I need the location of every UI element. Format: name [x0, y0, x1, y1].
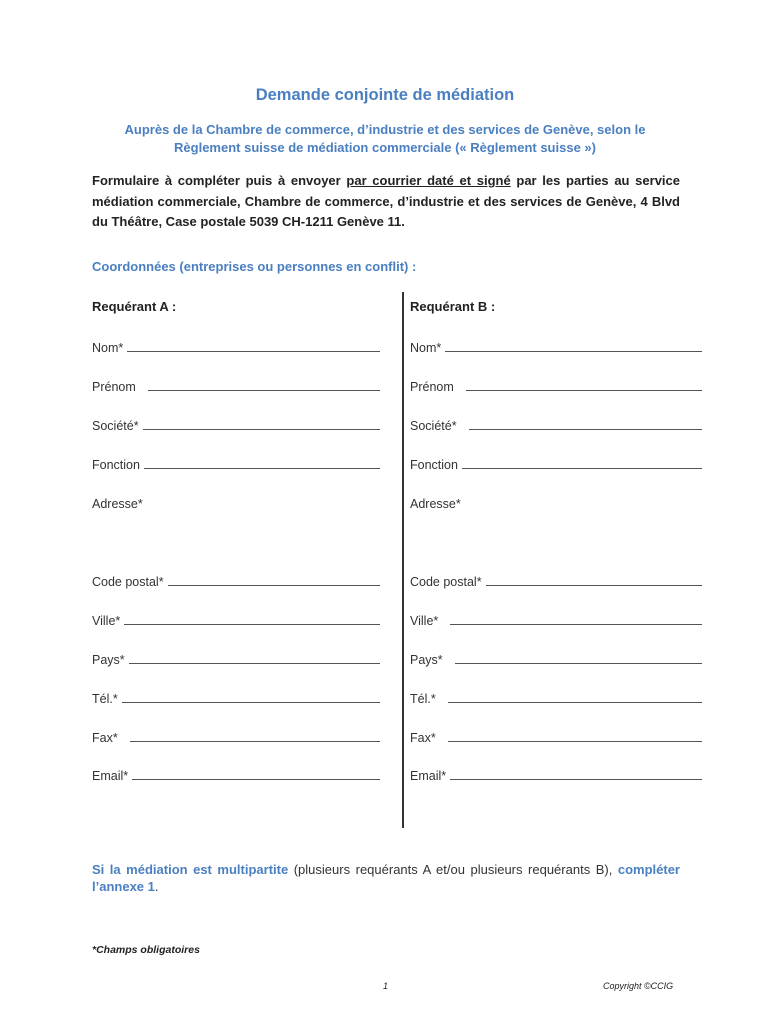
input-line[interactable]	[132, 779, 380, 780]
field-nom-b[interactable]	[410, 339, 702, 355]
field-label: Pays*	[410, 653, 443, 667]
field-ville-a[interactable]	[92, 612, 380, 628]
field-fonction-b[interactable]	[410, 456, 702, 472]
input-line[interactable]	[462, 468, 702, 469]
field-societe-a[interactable]	[92, 417, 380, 433]
field-label: Ville*	[92, 614, 121, 628]
multipartite-lead: Si la médiation est multipartite	[92, 862, 289, 877]
field-fonction-a[interactable]	[92, 456, 380, 472]
page-subtitle	[90, 121, 680, 157]
field-email-a[interactable]	[92, 767, 380, 783]
requerant-a-heading: Requérant A :	[92, 299, 177, 314]
input-line[interactable]	[469, 429, 702, 430]
field-fax-b[interactable]	[410, 729, 702, 745]
input-line[interactable]	[130, 741, 380, 742]
field-prenom-a[interactable]	[92, 378, 380, 394]
field-label: Code postal*	[92, 575, 164, 589]
mandatory-fields-note: *Champs obligatoires	[92, 944, 200, 956]
field-label: Nom*	[92, 341, 124, 355]
section-title-coordonnees: Coordonnées (entreprises ou personnes en conflit) :	[92, 259, 417, 274]
requerant-b-heading: Requérant B :	[410, 299, 496, 314]
annexe-1-reference: compléter l’annexe 1	[92, 862, 680, 894]
input-line[interactable]	[122, 702, 380, 703]
input-line[interactable]	[448, 702, 702, 703]
field-label: Ville*	[410, 614, 439, 628]
field-label: Tél.*	[410, 692, 436, 706]
input-line[interactable]	[448, 741, 702, 742]
input-line[interactable]	[124, 624, 380, 625]
page-title: Demande conjointe de médiation	[255, 86, 515, 104]
input-line[interactable]	[450, 624, 702, 625]
field-label: Prénom	[92, 380, 136, 394]
field-fax-a[interactable]	[92, 729, 380, 745]
input-line[interactable]	[143, 429, 380, 430]
field-label: Fonction	[92, 458, 140, 472]
field-label: Adresse*	[410, 497, 461, 511]
input-line[interactable]	[129, 663, 380, 664]
field-tel-a[interactable]	[92, 690, 380, 706]
intro-text-start: Formulaire à compléter puis à envoyer	[92, 173, 347, 188]
input-line[interactable]	[148, 390, 380, 391]
field-pays-b[interactable]	[410, 651, 702, 667]
field-adresse-a[interactable]	[92, 495, 380, 511]
field-label: Adresse*	[92, 497, 143, 511]
intro-underlined-text: par courrier daté et signé	[346, 173, 511, 188]
field-label: Fax*	[92, 731, 118, 745]
field-code-postal-b[interactable]	[410, 573, 702, 589]
input-line[interactable]	[455, 663, 702, 664]
field-nom-a[interactable]	[92, 339, 380, 355]
field-label: Fonction	[410, 458, 458, 472]
copyright-notice: Copyright ©CCIG	[603, 981, 674, 991]
input-line[interactable]	[144, 468, 380, 469]
field-tel-b[interactable]	[410, 690, 702, 706]
field-label: Pays*	[92, 653, 125, 667]
input-line[interactable]	[486, 585, 702, 586]
field-prenom-b[interactable]	[410, 378, 702, 394]
field-label: Code postal*	[410, 575, 482, 589]
input-line[interactable]	[466, 390, 702, 391]
column-divider	[402, 292, 404, 828]
field-label: Tél.*	[92, 692, 118, 706]
subtitle-line-2: Règlement suisse de médiation commerciale (« Règlement suisse »)	[174, 140, 596, 155]
intro-text-end: par les parties au service médiation commerciale, Chambre de commerce, d’industrie et des services de Genève, 4 Blvd du Théâtre, Case postale 5039 CH-1211 Genève 11.	[92, 173, 680, 229]
field-societe-b[interactable]	[410, 417, 702, 433]
field-label: Email*	[410, 769, 447, 783]
input-line[interactable]	[168, 585, 380, 586]
field-adresse-b[interactable]	[410, 495, 702, 511]
intro-paragraph	[92, 171, 680, 233]
multipartite-end: .	[154, 879, 159, 894]
field-email-b[interactable]	[410, 767, 702, 783]
multipartite-note	[92, 861, 680, 895]
subtitle-line-1: Auprès de la Chambre de commerce, d’industrie et des services de Genève, selon le	[124, 122, 646, 137]
field-pays-a[interactable]	[92, 651, 380, 667]
input-line[interactable]	[127, 351, 380, 352]
page-number: 1	[383, 981, 389, 991]
field-label: Fax*	[410, 731, 436, 745]
field-code-postal-a[interactable]	[92, 573, 380, 589]
field-label: Prénom	[410, 380, 454, 394]
field-label: Email*	[92, 769, 129, 783]
multipartite-detail: (plusieurs requérants A et/ou plusieurs requérants B),	[288, 862, 618, 877]
field-label: Société*	[92, 419, 139, 433]
input-line[interactable]	[450, 779, 702, 780]
field-label: Nom*	[410, 341, 442, 355]
field-ville-b[interactable]	[410, 612, 702, 628]
field-label: Société*	[410, 419, 457, 433]
input-line[interactable]	[445, 351, 702, 352]
